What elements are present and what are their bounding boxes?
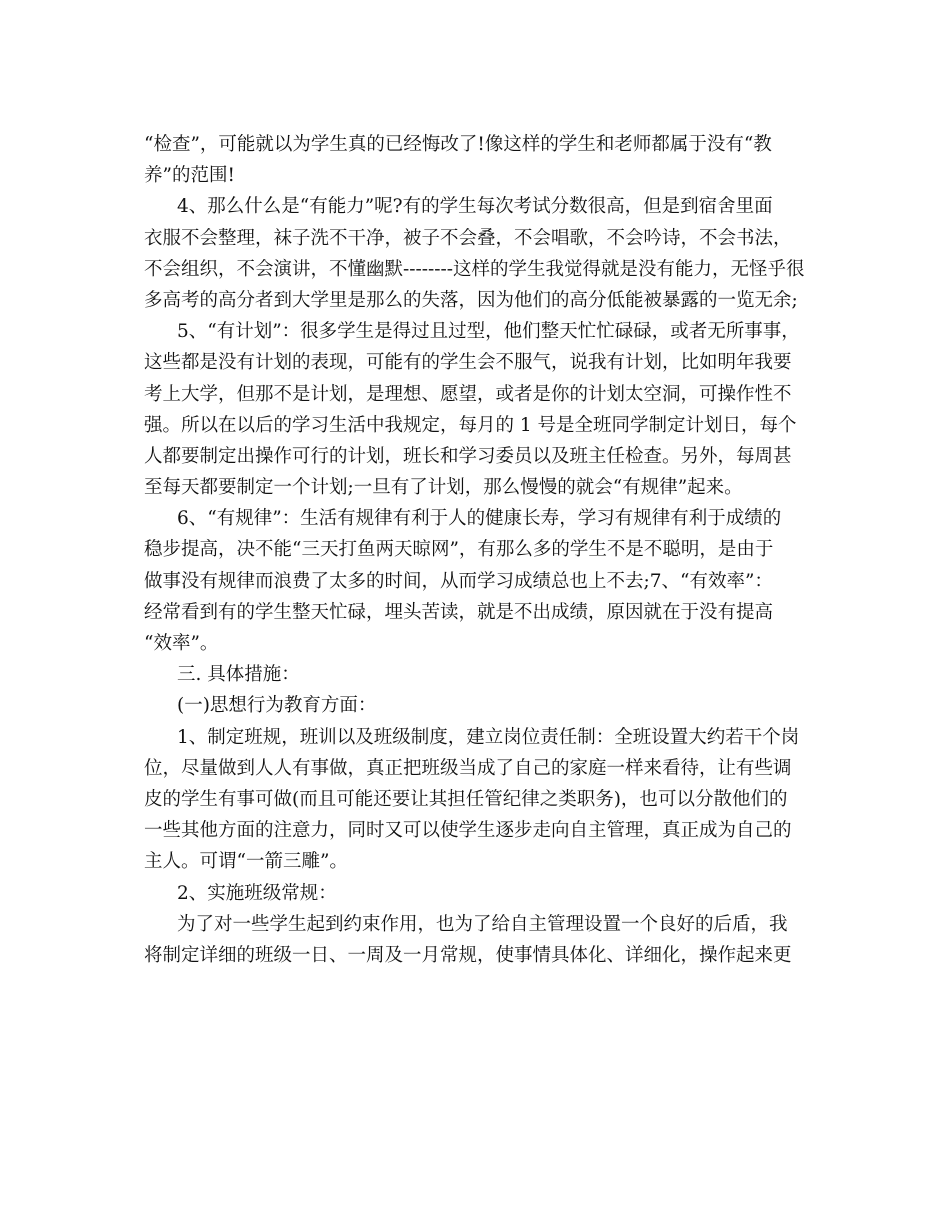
text-line: 考上大学，但那不是计划，是理想、愿望，或者是你的计划太空洞，可操作性不	[144, 383, 792, 405]
text-line: 至每天都要制定一个计划;一旦有了计划，那么慢慢的就会“有规律”起来。	[144, 477, 743, 499]
text-line: 不会组织，不会演讲，不懂幽默--------这样的学生我觉得就是没有能力，无怪乎很	[144, 258, 805, 280]
text-line: 主人。可谓“一箭三雕”。	[144, 851, 348, 873]
text-line: 经常看到有的学生整天忙碌，埋头苦读，就是不出成绩，原因就在于没有提高	[144, 601, 774, 623]
text-line: 为了对一些学生起到约束作用，也为了给自主管理设置一个良好的后盾，我	[177, 913, 788, 935]
text-line: 做事没有规律而浪费了太多的时间，从而学习成绩总也上不去;7、“有效率”：	[144, 570, 773, 592]
document-body	[144, 129, 816, 971]
text-line: “检查”，可能就以为学生真的已经悔改了!像这样的学生和老师都属于没有“教	[144, 134, 772, 155]
text-line: 皮的学生有事可做(而且可能还要让其担任管纪律之类职务)，也可以分散他们的	[144, 788, 788, 810]
text-line: 2、实施班级常规：	[177, 882, 337, 904]
text-line: 5、“有计划”：很多学生是得过且过型，他们整天忙忙碌碌，或者无所事事，	[177, 321, 800, 343]
text-line: 衣服不会整理，袜子洗不干净，被子不会叠，不会唱歌，不会吟诗，不会书法，	[144, 227, 792, 249]
text-line: 1、制定班规，班训以及班级制度，建立岗位责任制：全班设置大约若干个岗	[177, 726, 800, 748]
section-heading: 三. 具体措施：	[177, 664, 300, 686]
text-line: 稳步提高，决不能“三天打鱼两天晾网”，有那么多的学生不是不聪明，是由于	[144, 539, 774, 561]
text-line: 强。所以在以后的学习生活中我规定，每月的 1 号是全班同学制定计划日，每个	[144, 414, 797, 436]
text-line: 4、那么什么是“有能力”呢?有的学生每次考试分数很高，但是到宿舍里面	[177, 196, 773, 218]
text-line: 一些其他方面的注意力，同时又可以使学生逐步走向自主管理，真正成为自己的	[144, 820, 792, 842]
subsection-heading: (一)思想行为教育方面：	[177, 695, 377, 717]
text-line: “效率”。	[144, 633, 219, 654]
text-line: 这些都是没有计划的表现，可能有的学生会不服气，说我有计划，比如明年我要	[144, 352, 792, 374]
text-line: 养”的范围!	[144, 165, 235, 187]
text-line: 人都要制定出操作可行的计划，班长和学习委员以及班主任检查。另外，每周甚	[144, 445, 792, 467]
text-line: 6、“有规律”：生活有规律有利于人的健康长寿，学习有规律有利于成绩的	[177, 508, 782, 530]
text-line: 将制定详细的班级一日、一周及一月常规，使事情具体化、详细化，操作起来更	[144, 944, 792, 966]
text-line: 位，尽量做到人人有事做，真正把班级当成了自己的家庭一样来看待，让有些调	[144, 757, 792, 779]
text-line: 多高考的高分者到大学里是那么的失落，因为他们的高分低能被暴露的一览无余;	[144, 289, 798, 311]
